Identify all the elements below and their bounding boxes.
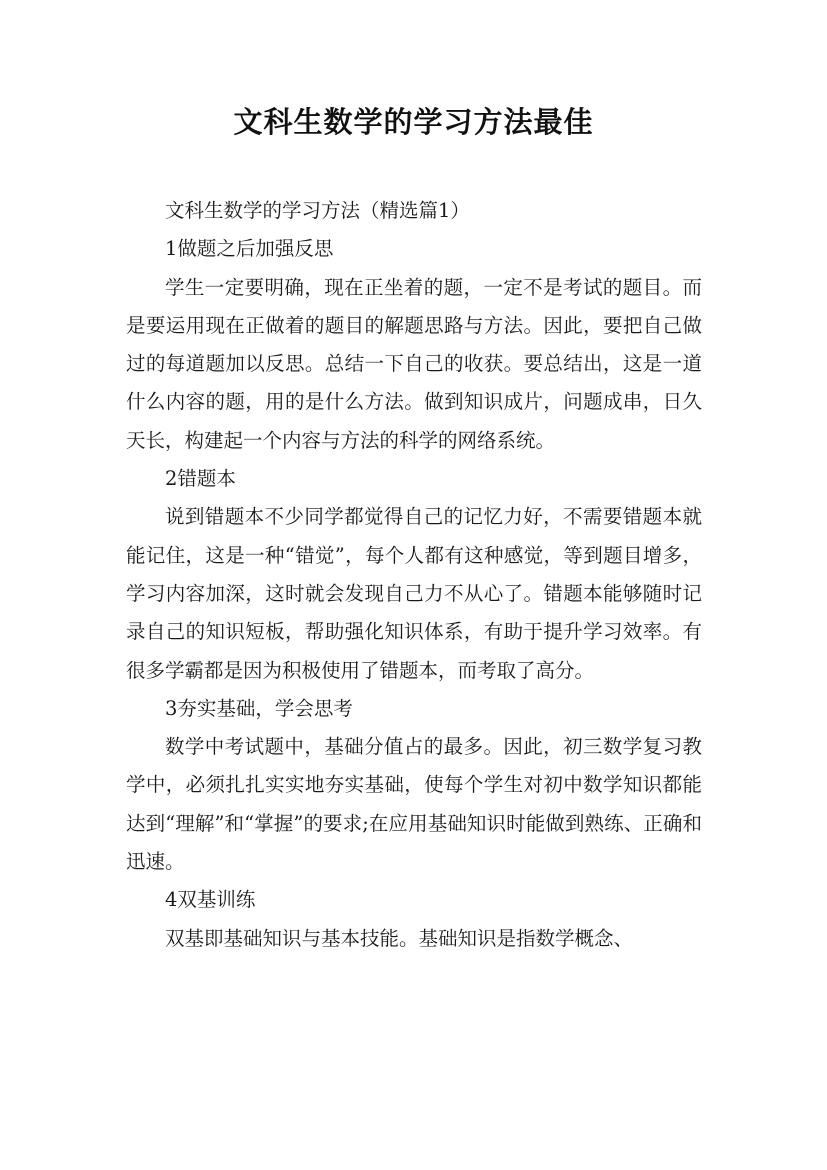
section-heading: 3夯实基础，学会思考 [165, 696, 353, 720]
section-heading: 1做题之后加强反思 [165, 237, 334, 261]
section-heading: 2错题本 [165, 467, 236, 491]
paragraph: 说到错题本不少同学都觉得自己的记忆力好，不需要错题本就能记住，这是一种“错觉”，每个人都有这种感觉，等到题目增多，学习内容加深，这时就会发现自己力不从心了。错题本能够随时记录自己的知识短板，帮助强化知识体系，有助于提升学习效率。有很多学霸都是因为积极使用了错题本，而考取了高分。 [126, 505, 702, 682]
paragraph: 数学中考试题中，基础分值占的最多。因此，初三数学复习教学中，必须扎扎实实地夯实基础，使每个学生对初中数学知识都能达到“理解”和“掌握”的要求;在应用基础知识时能做到熟练、正确和迅速。 [126, 735, 702, 874]
document-title: 文科生数学的学习方法最佳 [233, 105, 594, 139]
paragraph: 双基即基础知识与基本技能。基础知识是指数学概念、 [165, 926, 634, 950]
section-heading: 4双基训练 [165, 888, 256, 912]
paragraph: 学生一定要明确，现在正坐着的题，一定不是考试的题目。而是要运用现在正做着的题目的解题思路与方法。因此，要把自己做过的每道题加以反思。总结一下自己的收获。要总结出，这是一道什么内容的题，用的是什么方法。做到知识成片，问题成串，日久天长，构建起一个内容与方法的科学的网络系统。 [126, 275, 702, 452]
document-body [126, 192, 702, 958]
paragraph-subtitle: 文科生数学的学习方法（精选篇1） [165, 199, 470, 222]
